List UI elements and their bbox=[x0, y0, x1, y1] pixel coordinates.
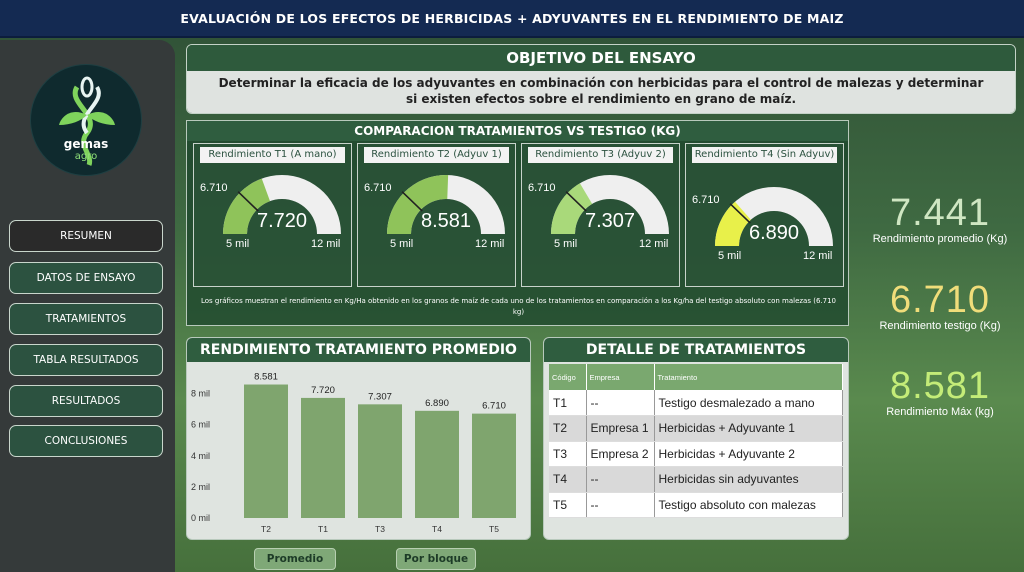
gauge-value: 7.720 bbox=[256, 210, 308, 232]
kpi-average-value: 7.441 bbox=[889, 192, 991, 234]
table-row bbox=[549, 467, 843, 493]
x-tick-label: T1 bbox=[318, 524, 328, 534]
kpi-control bbox=[862, 279, 1018, 332]
gauge-card bbox=[521, 143, 680, 287]
gauge-max-label: 12 mil bbox=[475, 238, 505, 250]
cell-tratamiento: Testigo absoluto con malezas bbox=[654, 492, 843, 518]
objective-text: Determinar la eficacia de los adyuvantes en combinación con herbicidas para el control de malezas y determinar si existen efectos sobre el rendimiento en grano de maíz. bbox=[187, 71, 1015, 114]
gauge-target-label: 6.710 bbox=[200, 182, 228, 194]
page-title: EVALUACIÓN DE LOS EFECTOS DE HERBICIDAS + ADYUVANTES EN EL RENDIMIENTO DE MAIZ bbox=[0, 0, 1024, 38]
cell-empresa: -- bbox=[586, 492, 654, 518]
gauge-target-label: 6.710 bbox=[528, 182, 556, 194]
gauge-label: Rendimiento T3 (Adyuv 2) bbox=[528, 147, 673, 163]
column-header-codigo: Código bbox=[549, 364, 586, 390]
bar-value-label: 8.581 bbox=[254, 371, 278, 383]
bar bbox=[415, 411, 459, 518]
details-table bbox=[549, 364, 843, 518]
gauge-label: Rendimiento T4 (Sin Adyuv) bbox=[692, 147, 837, 163]
gauge-label: Rendimiento T1 (A mano) bbox=[200, 147, 345, 163]
gauge-min-label: 5 mil bbox=[390, 238, 414, 250]
nav-resultados-button[interactable]: RESULTADOS bbox=[9, 385, 163, 417]
cell-empresa: -- bbox=[586, 390, 654, 416]
cell-tratamiento: Herbicidas + Adyuvante 1 bbox=[654, 416, 843, 442]
gauge-min-label: 5 mil bbox=[718, 250, 742, 262]
bar-value-label: 6.710 bbox=[482, 400, 506, 412]
objective-title: OBJETIVO DEL ENSAYO bbox=[187, 45, 1015, 71]
gauge-value: 7.307 bbox=[584, 210, 636, 232]
cell-codigo: T4 bbox=[549, 467, 586, 493]
gauge-max-label: 12 mil bbox=[803, 250, 833, 262]
bar bbox=[472, 414, 516, 518]
gauge-min-label: 5 mil bbox=[226, 238, 250, 250]
kpi-max-caption: Rendimiento Máx (kg) bbox=[886, 406, 994, 418]
bar-chart-panel bbox=[186, 337, 531, 540]
cell-codigo: T2 bbox=[549, 416, 586, 442]
bar-value-label: 7.307 bbox=[368, 391, 392, 403]
cell-codigo: T5 bbox=[549, 492, 586, 518]
table-row bbox=[549, 390, 843, 416]
y-tick-label: 2 mil bbox=[191, 481, 211, 492]
gauge-min-label: 5 mil bbox=[554, 238, 578, 250]
gauge-label: Rendimiento T2 (Adyuv 1) bbox=[364, 147, 509, 163]
gauge-target-label: 6.710 bbox=[364, 182, 392, 194]
x-tick-label: T4 bbox=[432, 524, 442, 534]
gauge-card bbox=[685, 143, 844, 287]
bar bbox=[358, 404, 402, 518]
kpi-max bbox=[862, 365, 1018, 418]
objective-panel bbox=[186, 44, 1016, 114]
nav-datos-ensayo-button[interactable]: DATOS DE ENSAYO bbox=[9, 262, 163, 294]
cell-empresa: Empresa 2 bbox=[586, 441, 654, 467]
nav-conclusiones-button[interactable]: CONCLUSIONES bbox=[9, 425, 163, 457]
cell-empresa: Empresa 1 bbox=[586, 416, 654, 442]
y-tick-label: 6 mil bbox=[191, 419, 211, 430]
y-tick-label: 0 mil bbox=[191, 513, 211, 523]
comparison-note: Los gráficos muestran el rendimiento en Kg/Ha obtenido en los granos de maíz de cada uno de los tratamientos en comparación a los Kg/ha del testigo absoluto con malezas (6.710 kg) bbox=[201, 297, 836, 316]
table-row bbox=[549, 441, 843, 467]
bar bbox=[301, 398, 345, 518]
gauge-target-label: 6.710 bbox=[692, 194, 720, 206]
column-header-empresa: Empresa bbox=[586, 364, 654, 390]
details-panel bbox=[543, 337, 849, 540]
table-row bbox=[549, 416, 843, 442]
bar bbox=[244, 385, 288, 518]
bar-value-label: 7.720 bbox=[311, 384, 335, 396]
logo-brand-top: gemas bbox=[63, 137, 109, 151]
gauge-chart bbox=[686, 144, 845, 288]
promedio-button[interactable]: Promedio bbox=[254, 548, 336, 570]
x-tick-label: T5 bbox=[489, 524, 499, 534]
logo bbox=[30, 64, 142, 176]
table-header-row bbox=[549, 364, 843, 390]
logo-brand-bottom: agro bbox=[74, 151, 98, 162]
gauge-max-label: 12 mil bbox=[639, 238, 669, 250]
bar-chart-title: RENDIMIENTO TRATAMIENTO PROMEDIO bbox=[187, 338, 530, 362]
gauge-max-label: 12 mil bbox=[311, 238, 341, 250]
cell-tratamiento: Herbicidas sin adyuvantes bbox=[654, 467, 843, 493]
comparison-title: COMPARACION TRATAMIENTOS VS TESTIGO (KG) bbox=[187, 121, 848, 141]
gauge-value: 6.890 bbox=[748, 222, 800, 244]
kpi-average bbox=[862, 192, 1018, 245]
por-bloque-button[interactable]: Por bloque bbox=[396, 548, 476, 570]
nav-resumen-button[interactable]: RESUMEN bbox=[9, 220, 163, 252]
bar-value-label: 6.890 bbox=[425, 397, 449, 409]
x-tick-label: T2 bbox=[261, 524, 271, 534]
gauge-card bbox=[357, 143, 516, 287]
kpi-control-caption: Rendimiento testigo (Kg) bbox=[879, 320, 1001, 332]
y-tick-label: 4 mil bbox=[191, 450, 211, 461]
bar-chart bbox=[187, 362, 531, 540]
nav-tratamientos-button[interactable]: TRATAMIENTOS bbox=[9, 303, 163, 335]
cell-codigo: T1 bbox=[549, 390, 586, 416]
details-title: DETALLE DE TRATAMIENTOS bbox=[544, 338, 848, 362]
cell-empresa: -- bbox=[586, 467, 654, 493]
gauge-value: 8.581 bbox=[420, 210, 472, 232]
kpi-control-value: 6.710 bbox=[889, 279, 991, 321]
kpi-average-caption: Rendimiento promedio (Kg) bbox=[872, 233, 1008, 245]
gauge-card bbox=[193, 143, 352, 287]
table-row bbox=[549, 492, 843, 518]
sidebar bbox=[0, 40, 175, 572]
x-tick-label: T3 bbox=[375, 524, 385, 534]
cell-tratamiento: Testigo desmalezado a mano bbox=[654, 390, 843, 416]
nav-tabla-resultados-button[interactable]: TABLA RESULTADOS bbox=[9, 344, 163, 376]
y-tick-label: 8 mil bbox=[191, 388, 211, 399]
cell-codigo: T3 bbox=[549, 441, 586, 467]
kpi-max-value: 8.581 bbox=[889, 365, 991, 407]
cell-tratamiento: Herbicidas + Adyuvante 2 bbox=[654, 441, 843, 467]
column-header-tratamiento: Tratamiento bbox=[654, 364, 843, 390]
